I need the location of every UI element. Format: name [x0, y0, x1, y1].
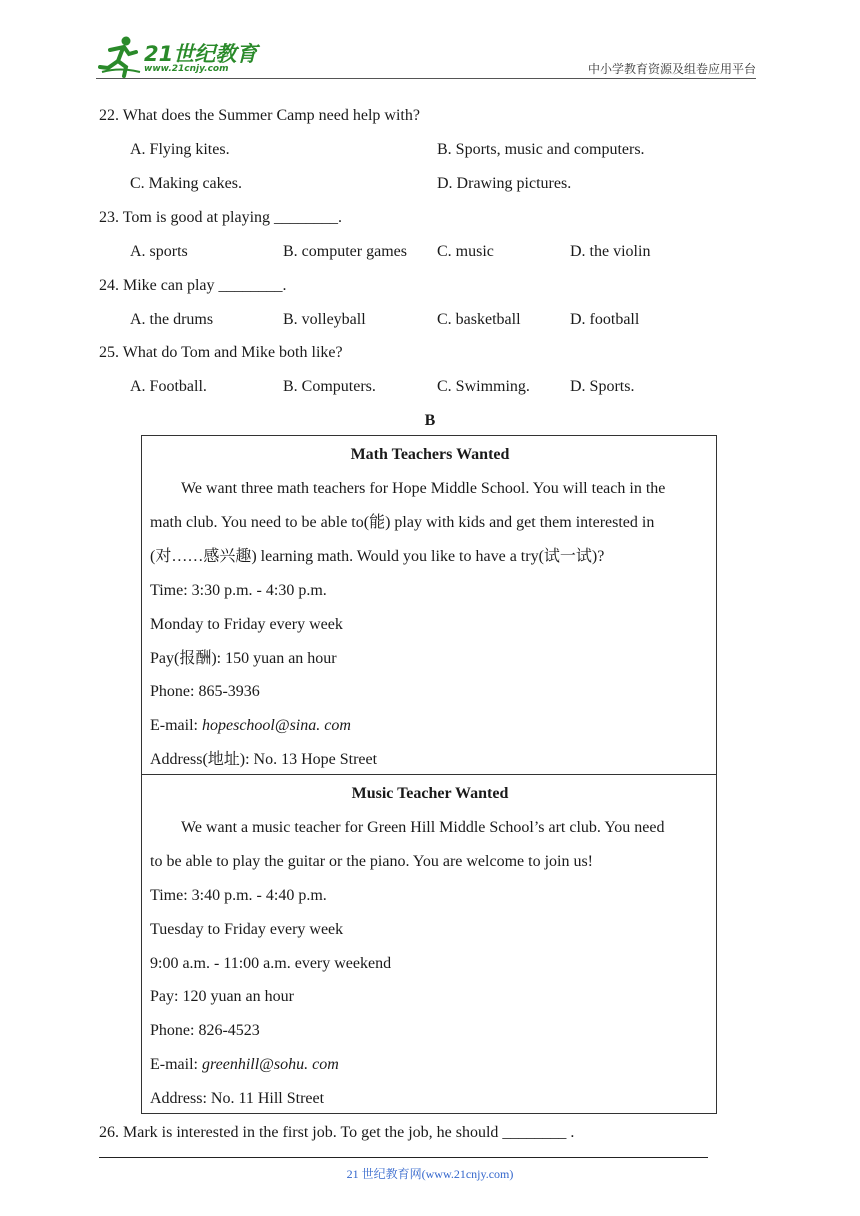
ad2-weekend: 9:00 a.m. - 11:00 a.m. every weekend — [150, 955, 392, 972]
section-label: B — [424, 412, 436, 429]
ad1-time: Time: 3:30 p.m. - 4:30 p.m. — [150, 582, 327, 599]
q23-option-a: A. sports — [130, 243, 188, 260]
ad2-email-label: E-mail: — [150, 1056, 202, 1073]
logo — [96, 34, 266, 78]
question-26: 26. Mark is interested in the first job. To get the job, he should ________ . — [99, 1124, 575, 1141]
ad1-title: Math Teachers Wanted — [350, 446, 510, 463]
footer-divider — [99, 1157, 708, 1158]
q25-option-d: D. Sports. — [570, 378, 635, 395]
ad1-body-line-2: math club. You need to be able to(能) play with kids and get them interested in — [150, 514, 655, 531]
header-platform-text: 中小学教育资源及组卷应用平台 — [587, 62, 756, 76]
ad1-address: Address(地址): No. 13 Hope Street — [150, 751, 378, 768]
q24-option-b: B. volleyball — [283, 311, 366, 328]
logo-url: www.21cnjy.com — [144, 64, 229, 74]
q22-option-d: D. Drawing pictures. — [437, 175, 572, 192]
ad1-email-value: hopeschool@sina. com — [201, 717, 351, 734]
ad-math-teachers — [141, 435, 717, 775]
ad2-email — [150, 1055, 339, 1075]
q22-option-a: A. Flying kites. — [130, 141, 230, 158]
q25-option-c: C. Swimming. — [437, 378, 530, 395]
question-22: 22. What does the Summer Camp need help with? — [99, 107, 420, 124]
runner-icon — [96, 34, 142, 78]
ad1-email — [150, 716, 351, 736]
page-header — [96, 34, 756, 78]
question-23: 23. Tom is good at playing ________. — [99, 209, 343, 226]
q22-option-b: B. Sports, music and computers. — [437, 141, 645, 158]
ad2-days: Tuesday to Friday every week — [150, 921, 344, 938]
ad1-body-line-1: We want three math teachers for Hope Middle School. You will teach in the — [181, 480, 666, 497]
ad1-email-label: E-mail: — [150, 717, 202, 734]
ad1-pay: Pay(报酬): 150 yuan an hour — [150, 650, 337, 667]
q25-option-b: B. Computers. — [283, 378, 376, 395]
ad2-time: Time: 3:40 p.m. - 4:40 p.m. — [150, 887, 327, 904]
footer-text: 21 世纪教育网(www.21cnjy.com) — [346, 1167, 514, 1181]
ad2-title: Music Teacher Wanted — [351, 785, 509, 802]
ad1-days: Monday to Friday every week — [150, 616, 343, 633]
q24-option-a: A. the drums — [130, 311, 214, 328]
ad2-body-line-1: We want a music teacher for Green Hill Middle School’s art club. You need — [181, 819, 665, 836]
header-divider — [96, 78, 756, 79]
ad2-body-line-2: to be able to play the guitar or the piano. You are welcome to join us! — [150, 853, 594, 870]
q22-option-c: C. Making cakes. — [130, 175, 242, 192]
q23-option-d: D. the violin — [570, 243, 651, 260]
ad2-pay: Pay: 120 yuan an hour — [150, 988, 294, 1005]
ad1-body-line-3: (对……感兴趣) learning math. Would you like to have a try(试一试)? — [150, 548, 605, 565]
q23-option-b: B. computer games — [283, 243, 407, 260]
q24-option-c: C. basketball — [437, 311, 521, 328]
q25-option-a: A. Football. — [130, 378, 207, 395]
ad-music-teacher — [141, 774, 717, 1114]
ad2-phone: Phone: 826-4523 — [150, 1022, 260, 1039]
ad2-address: Address: No. 11 Hill Street — [150, 1090, 325, 1107]
question-24: 24. Mike can play ________. — [99, 277, 287, 294]
question-25: 25. What do Tom and Mike both like? — [99, 344, 343, 361]
ad2-email-value: greenhill@sohu. com — [201, 1056, 339, 1073]
q24-option-d: D. football — [570, 311, 640, 328]
logo-text: 21世纪教育 — [144, 42, 258, 66]
ad1-phone: Phone: 865-3936 — [150, 683, 260, 700]
q23-option-c: C. music — [437, 243, 494, 260]
